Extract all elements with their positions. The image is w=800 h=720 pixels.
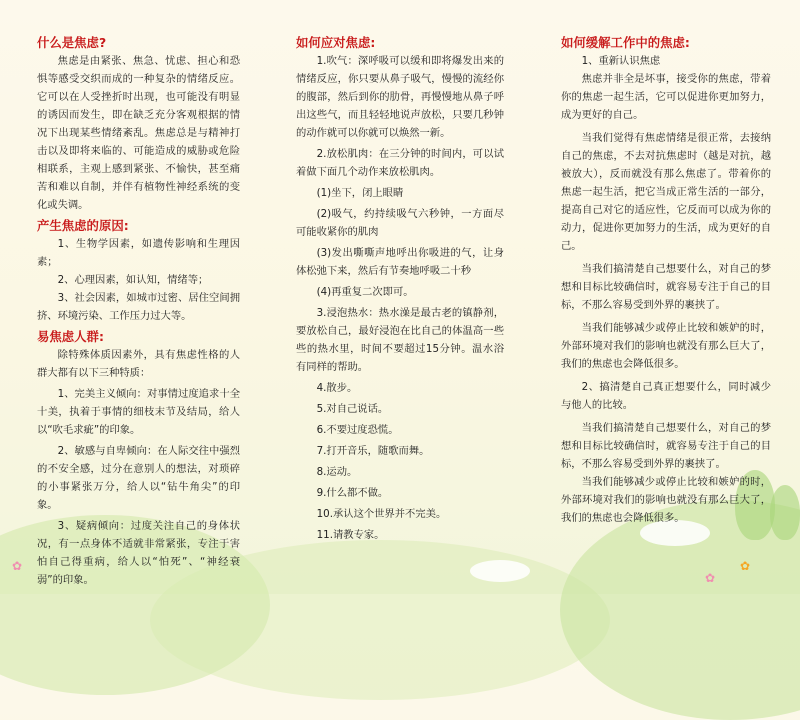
relief-paragraph: 当我们觉得有焦虑情绪是很正常，去接纳自己的焦虑，不去对抗焦虑时（越是对抗，越被放大），反而就没有那么焦虑了。带着你的焦虑一起生活，把它当成正常生活的一部分，提高自己对它的适应性，它反而可以成为你的动力，促进你更加努力的生活，成为更好的自己。 (561, 132, 771, 252)
coping-item: 8.运动。 (316, 466, 358, 478)
trait-perfectionism: 1、完美主义倾向：对事情过度追求十全十美，执着于事情的细枝末节及结局，给人以“吹毛求疵”的印象。 (37, 388, 240, 436)
trait-hypochondria: 3、疑病倾向：过度关注自己的身体状况，有一点身体不适就非常紧张，专注于害怕自己得重病，给人以“怕死”、“神经衰弱”的印象。 (37, 520, 240, 586)
relief-point-2: 2、搞清楚自己真正想要什么，同时减少与他人的比较。 (561, 381, 771, 411)
heading-what-is-anxiety: 什么是焦虑? (37, 35, 107, 50)
relief-point-1: 1、重新认识焦虑 (581, 55, 661, 67)
cause-social: 3、社会因素，如城市过密、居住空间拥挤、环境污染、工作压力过大等。 (37, 292, 240, 322)
column-coping (296, 34, 504, 544)
decorative-tree (770, 485, 800, 540)
relief-paragraph: 当我们搞清楚自己想要什么，对自己的梦想和目标比较确信时，就容易专注于自己的目标，不那么容易受到外界的裹挟了。 (561, 263, 771, 311)
heading-work-anxiety: 如何缓解工作中的焦虑: (561, 35, 690, 50)
coping-item: 5.对自己说话。 (316, 403, 389, 415)
flower-icon: ✿ (12, 559, 23, 573)
column-what-is-anxiety (37, 34, 240, 589)
trait-sensitivity: 2、敏感与自卑倾向：在人际交往中强烈的不安全感，过分在意别人的想法，对琐碎的小事紧张万分，给人以“钻牛角尖”的印象。 (37, 445, 240, 511)
paragraph-susceptible-intro: 除特殊体质因素外，具有焦虑性格的人群大都有以下三种特质： (37, 349, 240, 379)
cause-biological: 1、生物学因素，如遗传影响和生理因素； (37, 238, 240, 268)
flower-icon: ✿ (740, 559, 751, 573)
coping-item: 9.什么都不做。 (316, 487, 389, 499)
decorative-cloud (470, 560, 530, 582)
heading-susceptible-people: 易焦虑人群: (37, 329, 104, 344)
coping-relax-muscles: 2.放松肌肉：在三分钟的时间内，可以试着做下面几个动作来放松肌肉。 (296, 148, 504, 178)
relief-paragraph: 焦虑并非全是坏事，接受你的焦虑，带着你的焦虑一起生活，它可以促进你更加努力，成为更好的自己。 (561, 73, 771, 121)
coping-step: (1)坐下，闭上眼睛 (316, 187, 404, 199)
relief-paragraph: 当我们搞清楚自己想要什么，对自己的梦想和目标比较确信时，就容易专注于自己的目标，不那么容易受到外界的裹挟了。 (561, 422, 771, 470)
flower-icon: ✿ (705, 571, 716, 585)
relief-paragraph: 当我们能够减少或停止比较和嫉妒的时，外部环境对我们的影响也就没有那么巨大了，我们的焦虑也会降低很多。 (561, 476, 771, 524)
coping-item: 7.打开音乐，随歌而舞。 (316, 445, 430, 457)
coping-hot-bath: 3.浸泡热水：热水澡是最古老的镇静剂，要放松自己，最好浸泡在比自己的体温高一些些的热水里，时间不要超过15分钟。温水浴有同样的帮助。 (296, 307, 504, 373)
coping-item: 11.请教专家。 (316, 529, 385, 541)
paragraph-anxiety-definition: 焦虑是由紧张、焦急、忧虑、担心和恐惧等感受交织而成的一种复杂的情绪反应。它可以在人受挫折时出现，也可能没有明显的诱因而发生，即在缺乏充分客观根据的情况下出现某些情绪紊乱。焦虑总是与精神打击以及即将来临的、可能造成的威胁或危险相联系，主观上感到紧张、不愉快，甚至痛苦和难以自制，并伴有植物性神经系统的变化或失调。 (37, 55, 240, 211)
coping-step: (3)发出嘶嘶声地呼出你吸进的气，让身体松弛下来，然后有节奏地呼吸二十秒 (296, 247, 504, 277)
coping-step: (2)吸气，约持续吸气六秒钟，一方面尽可能收紧你的肌肉 (296, 208, 504, 238)
coping-item: 6.不要过度恐慌。 (316, 424, 399, 436)
heading-coping: 如何应对焦虑: (296, 35, 376, 50)
relief-paragraph: 当我们能够减少或停止比较和嫉妒的时，外部环境对我们的影响也就没有那么巨大了，我们的焦虑也会降低很多。 (561, 322, 771, 370)
coping-item: 10.承认这个世界并不完美。 (316, 508, 447, 520)
heading-causes: 产生焦虑的原因: (37, 218, 129, 233)
coping-item: 4.散步。 (316, 382, 358, 394)
coping-breathing: 1.吹气：深呼吸可以缓和即将爆发出来的情绪反应，你只要从鼻子吸气，慢慢的流经你的腹部，然后到你的肋骨，再慢慢地从鼻子呼出这些气，而且轻轻地说声放松，只要几秒钟的动作就可以你就可以焕然一新。 (296, 55, 504, 139)
coping-step: (4)再重复二次即可。 (316, 286, 414, 298)
cause-psychological: 2、心理因素，如认知，情绪等； (57, 274, 209, 286)
column-work-anxiety (561, 34, 771, 527)
